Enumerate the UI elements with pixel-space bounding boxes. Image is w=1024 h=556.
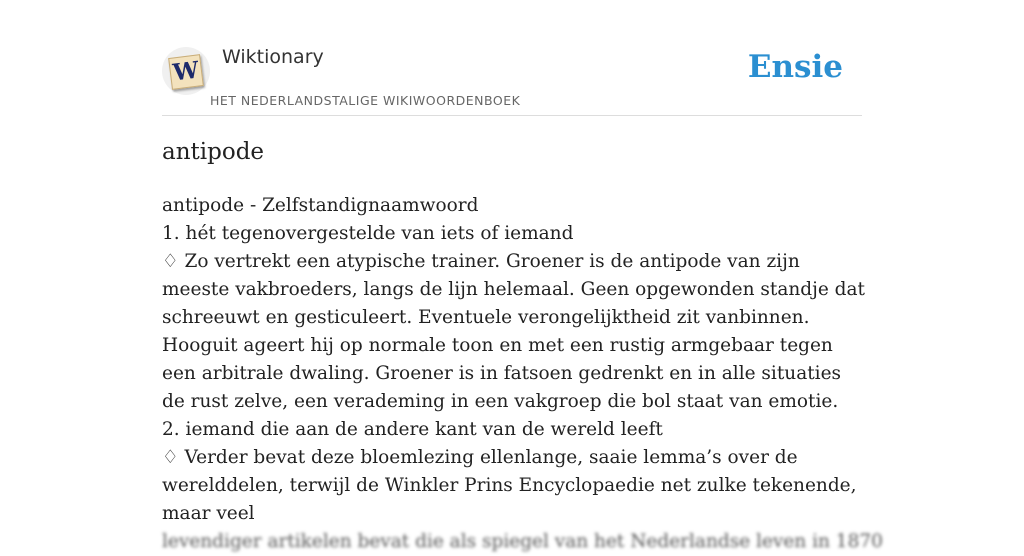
entry-content — [162, 192, 883, 556]
example-2: ♢ Verder bevat deze bloemlezing ellenlange, saaie lemma’s over de werelddelen, terwijl de Winkler Prins Encyclopaedie net zulke tekenende, maar veel — [162, 447, 857, 524]
ensie-brand-link[interactable]: Ensie — [747, 49, 843, 85]
sense-1: 1. hét tegenovergestelde van iets of iemand — [162, 223, 574, 244]
site-header — [162, 44, 862, 116]
site-name[interactable]: Wiktionary — [222, 46, 324, 68]
sense-2: 2. iemand die aan de andere kant van de wereld leeft — [162, 419, 663, 440]
site-tagline: HET NEDERLANDSTALIGE WIKIWOORDENBOEK — [210, 93, 521, 108]
example-2-continuation — [162, 528, 883, 556]
example-1: ♢ Zo vertrekt een atypische trainer. Groener is de antipode van zijn meeste vakbroeders, langs de lijn helemaal. Geen opgewonden standje dat schreeuwt en gesticuleert. Eventuele verongelijktheid zit vanbinnen. Hooguit ageert hij op normale toon en met een rustig armgebaar tegen een arbitrale dwaling. Groener is in fatsoen gedrenkt en in alle situaties de rust zelve, een verademing in een vakgroep die bol staat van emotie. — [162, 251, 865, 412]
example-2-faded-text: levendiger artikelen bevat die als spiegel van het Nederlandse leven in 1870 — [162, 531, 883, 552]
page-title: antipode — [162, 139, 265, 165]
wiktionary-logo-icon[interactable] — [162, 47, 210, 95]
logo-tile: W — [168, 54, 204, 90]
entry-heading: antipode - Zelfstandignaamwoord — [162, 195, 479, 216]
